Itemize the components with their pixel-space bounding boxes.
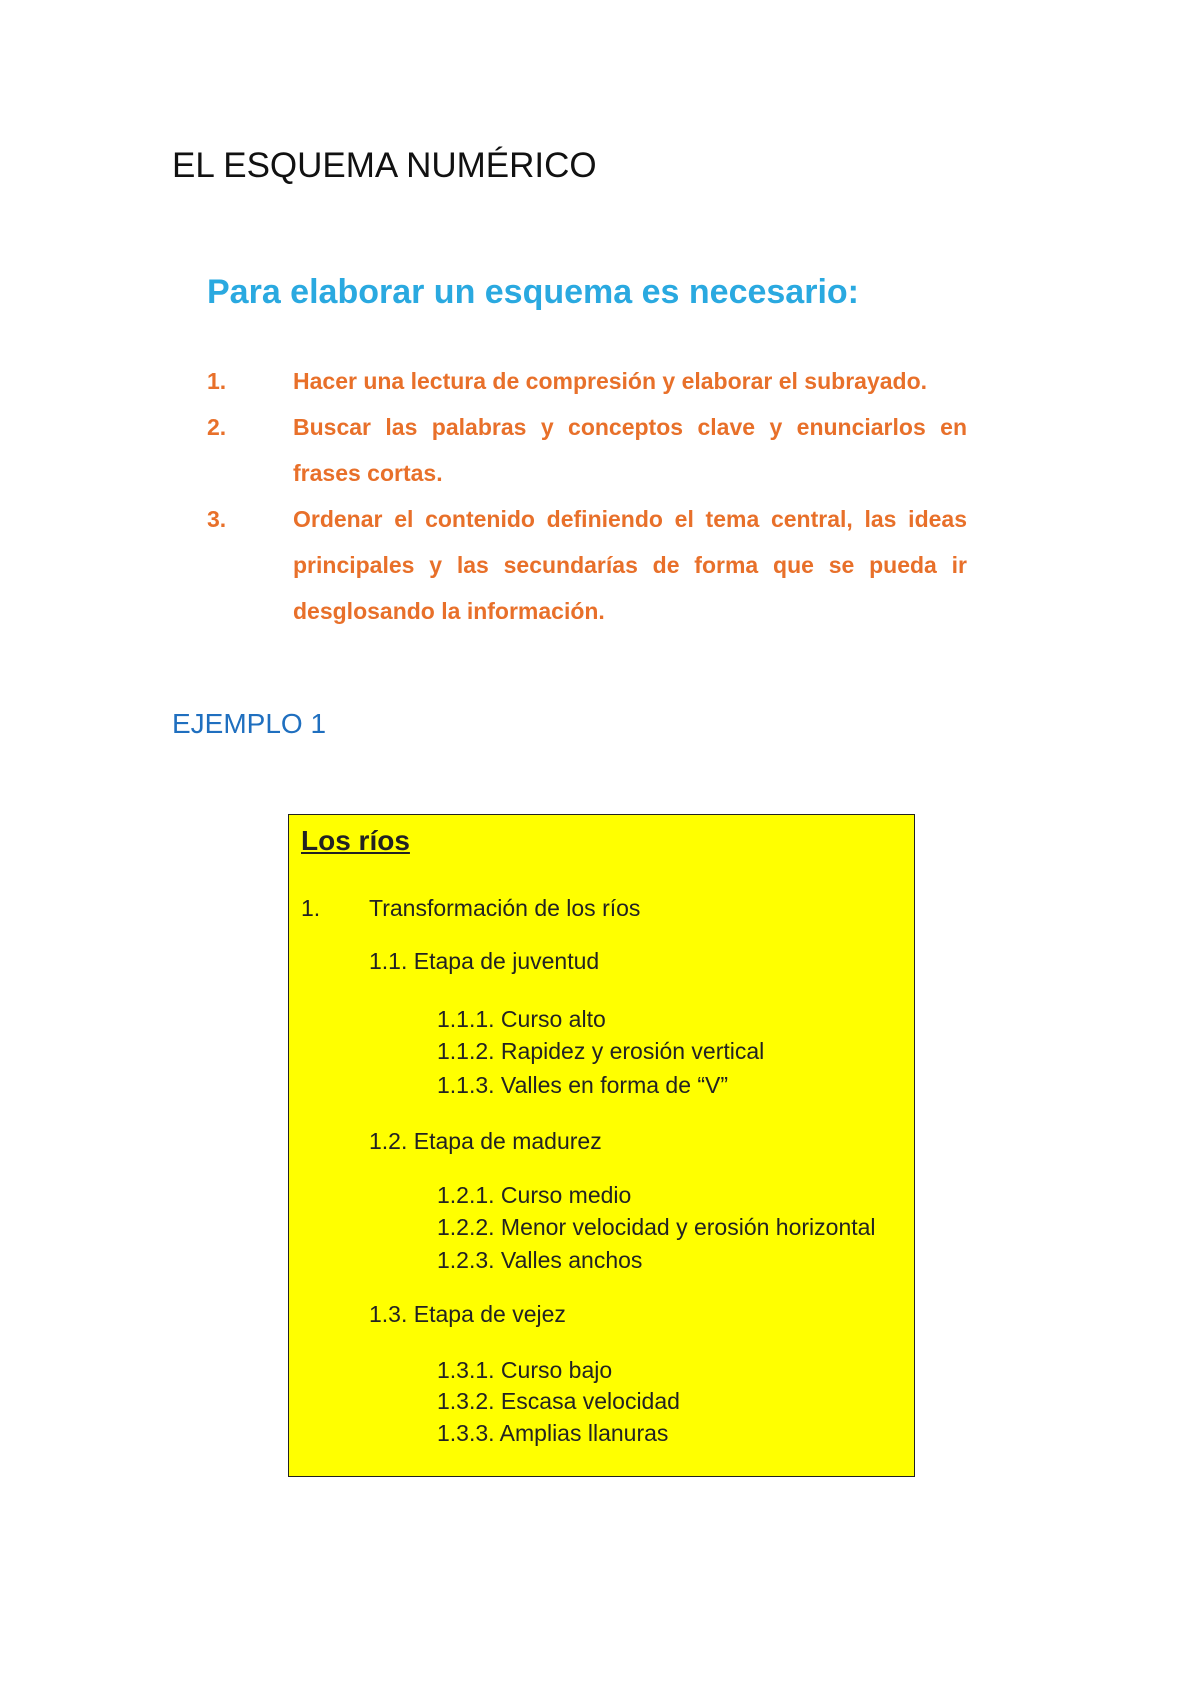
outline-item: 1.3.3. Amplias llanuras [437,1420,669,1446]
outline-section-label: 1.2. Etapa de madurez [369,1128,602,1154]
step-item [207,496,967,634]
outline-level1-number: 1. [301,895,321,921]
outline-section-label: 1.1. Etapa de juventud [369,948,600,974]
step-text: Ordenar el contenido definiendo el tema central, las ideas principales y las secundarías de forma que se pueda ir desglosando la información. [293,506,967,624]
outline-section-label: 1.3. Etapa de vejez [369,1301,566,1327]
example-label: EJEMPLO 1 [172,708,327,739]
outline-item: 1.1.1. Curso alto [437,1006,606,1032]
step-number: 1. [207,368,227,394]
step-number: 2. [207,414,227,440]
outline-item: 1.1.3. Valles en forma de “V” [437,1072,729,1098]
outline-item: 1.3.2. Escasa velocidad [437,1388,680,1414]
outline-item: 1.3.1. Curso bajo [437,1357,613,1383]
step-text: Hacer una lectura de compresión y elaborar el subrayado. [293,368,928,394]
step-number: 3. [207,506,227,532]
step-item [207,358,967,404]
page-title: EL ESQUEMA NUMÉRICO [172,146,597,185]
step-item [207,404,967,496]
outline-item: 1.2.3. Valles anchos [437,1247,643,1273]
outline-item: 1.1.2. Rapidez y erosión vertical [437,1038,765,1064]
step-text: Buscar las palabras y conceptos clave y enunciarlos en frases cortas. [293,414,967,486]
outline-item: 1.2.1. Curso medio [437,1182,632,1208]
steps-list [207,358,967,634]
outline-item: 1.2.2. Menor velocidad y erosión horizontal [437,1214,876,1240]
outline-title: Los ríos [301,825,410,856]
outline-level1-text: Transformación de los ríos [369,895,641,921]
outline-box [288,814,915,1477]
steps-heading: Para elaborar un esquema es necesario: [207,273,859,311]
